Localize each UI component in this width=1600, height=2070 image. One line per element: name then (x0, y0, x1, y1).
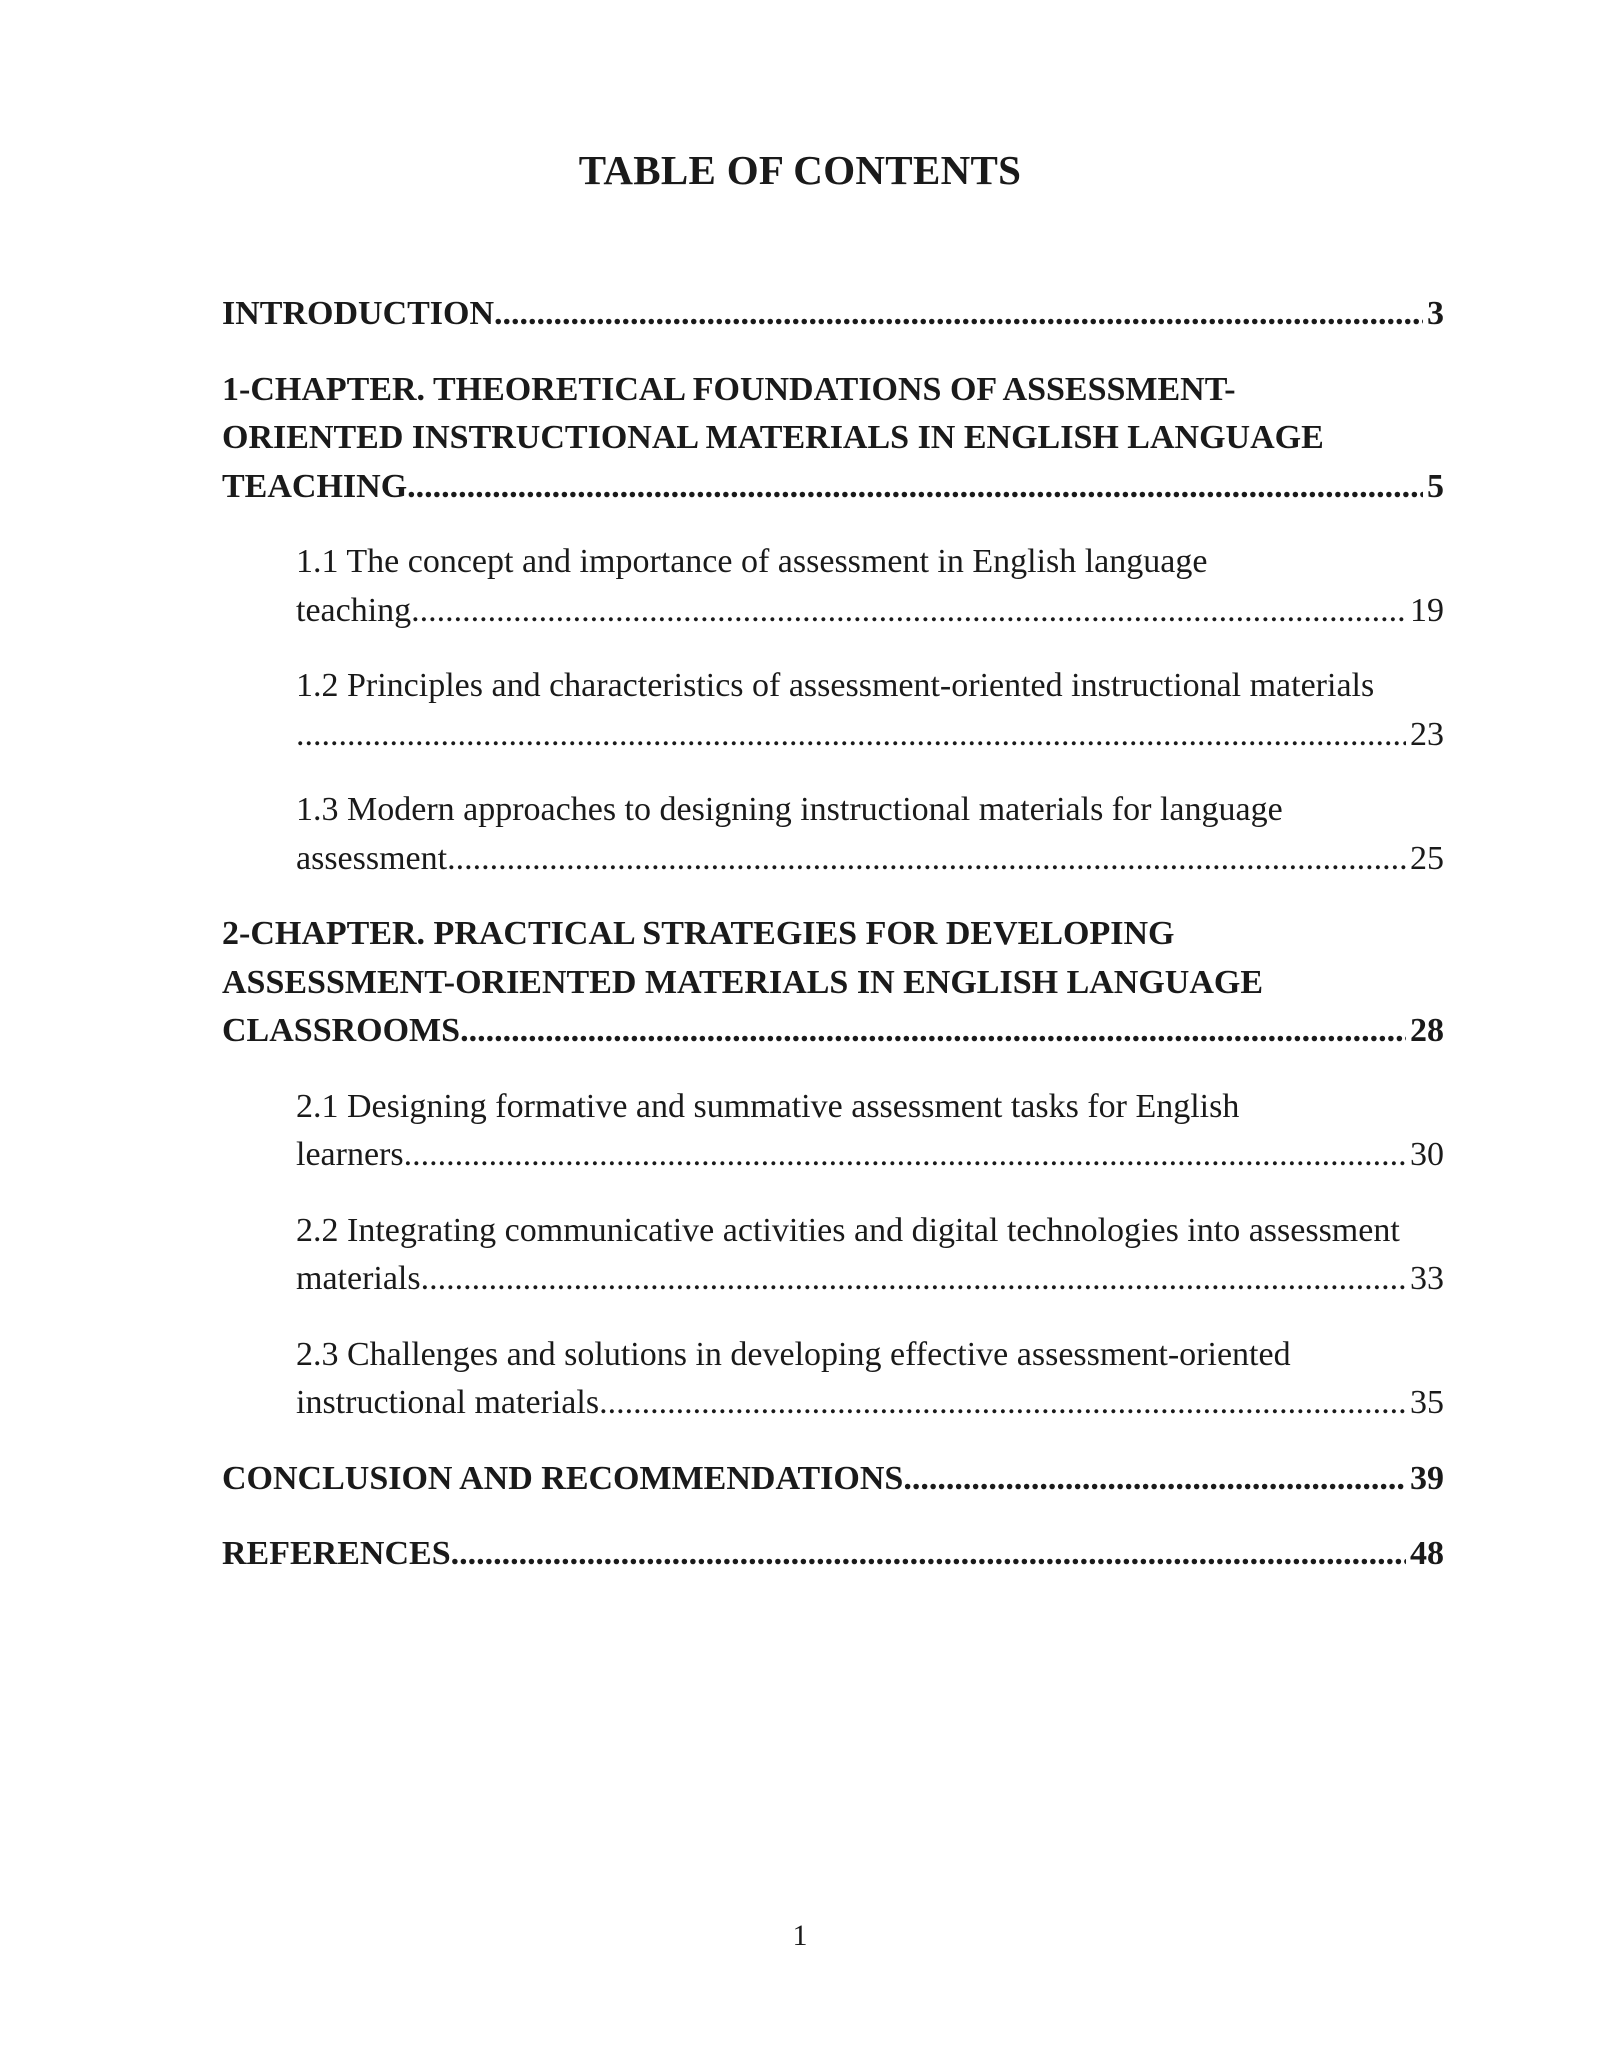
toc-line (222, 1530, 1444, 1579)
toc-entry-title: REFERENCES (222, 1535, 451, 1572)
toc-page-number: 35 (1410, 1384, 1444, 1421)
toc-page-number: 25 (1410, 839, 1444, 877)
toc-entry-title: CONCLUSION AND RECOMMENDATIONS (222, 1459, 904, 1497)
toc-entry-title: CLASSROOMS (222, 1012, 461, 1049)
toc-entry-title: INTRODUCTION (222, 295, 495, 332)
toc-line (296, 835, 1444, 884)
dot-leader (494, 290, 1423, 339)
toc-line (222, 1007, 1444, 1056)
toc-page-number: 48 (1410, 1535, 1444, 1572)
toc-line (222, 463, 1444, 512)
dot-leader (411, 587, 1406, 636)
dot-leader (404, 1131, 1406, 1180)
dot-leader (451, 1530, 1406, 1579)
toc-page-number: 5 (1427, 467, 1444, 505)
dot-leader (903, 1455, 1406, 1504)
toc-entry-section-1-1[interactable] (296, 538, 1444, 635)
toc-entry-section-2-3[interactable] (296, 1331, 1444, 1428)
toc-entry-references[interactable] (222, 1530, 1444, 1579)
toc-line (296, 1131, 1444, 1180)
toc-line (222, 1455, 1444, 1504)
toc-entry-title-line: 2.2 Integrating communicative activities and digital technologies into assessment (296, 1211, 1400, 1249)
toc-entry-title: assessment (296, 839, 448, 877)
toc-page-number: 23 (1410, 715, 1444, 753)
toc-entry-chapter-2[interactable] (222, 910, 1444, 1056)
toc-entry-introduction[interactable] (222, 290, 1444, 339)
toc-entry-section-2-1[interactable] (296, 1083, 1444, 1180)
dot-leader (599, 1379, 1406, 1428)
toc-entry-title: TEACHING (222, 467, 408, 505)
toc-entry-section-1-2[interactable] (296, 662, 1444, 759)
toc-entry-title-line: ORIENTED INSTRUCTIONAL MATERIALS IN ENGLISH LANGUAGE (222, 419, 1324, 456)
toc-entry-title-line: 2.1 Designing formative and summative assessment tasks for English (296, 1087, 1240, 1125)
dot-leader (421, 1255, 1406, 1304)
toc-entry-section-2-2[interactable] (296, 1207, 1444, 1304)
page-number-footer: 1 (792, 1919, 808, 1952)
toc-entry-title: instructional materials (296, 1384, 600, 1421)
dot-leader (460, 1007, 1406, 1056)
dot-leader (447, 835, 1406, 884)
toc-page-number: 33 (1410, 1260, 1444, 1297)
toc-line (296, 1255, 1444, 1304)
toc-entry-title-line: 2-CHAPTER. PRACTICAL STRATEGIES FOR DEVELOPING (222, 915, 1175, 952)
toc-entry-title-line: 1.3 Modern approaches to designing instructional materials for language (296, 791, 1283, 828)
toc-entry-conclusion[interactable] (222, 1455, 1444, 1504)
page-title: TABLE OF CONTENTS (578, 147, 1022, 193)
table-of-contents (222, 290, 1452, 1606)
toc-page-number: 30 (1410, 1136, 1444, 1173)
toc-entry-title-line: 1-CHAPTER. THEORETICAL FOUNDATIONS OF ASSESSMENT- (222, 370, 1236, 408)
toc-entry-section-1-3[interactable] (296, 786, 1444, 883)
toc-page-number: 19 (1410, 591, 1444, 629)
toc-entry-title-line: 1.2 Principles and characteristics of assessment-oriented instructional materials (296, 667, 1375, 704)
toc-entry-chapter-1[interactable] (222, 366, 1444, 512)
toc-entry-title-line: ASSESSMENT-ORIENTED MATERIALS IN ENGLISH LANGUAGE (222, 963, 1264, 1001)
toc-line (222, 290, 1444, 339)
toc-entry-title: learners (296, 1136, 404, 1173)
toc-line (296, 587, 1444, 636)
toc-entry-title: materials (296, 1260, 421, 1297)
toc-entry-title-line: 2.3 Challenges and solutions in developing effective assessment-oriented (296, 1335, 1291, 1373)
toc-entry-title-line: 1.1 The concept and importance of assessment in English language (296, 543, 1208, 580)
toc-line (296, 1379, 1444, 1428)
toc-line (296, 711, 1444, 760)
toc-entry-title: teaching (296, 591, 412, 629)
dot-leader (407, 463, 1423, 512)
toc-page-number: 28 (1410, 1012, 1444, 1049)
dot-leader (296, 711, 1406, 760)
toc-page-number: 39 (1410, 1459, 1444, 1497)
toc-page-number: 3 (1427, 295, 1444, 332)
